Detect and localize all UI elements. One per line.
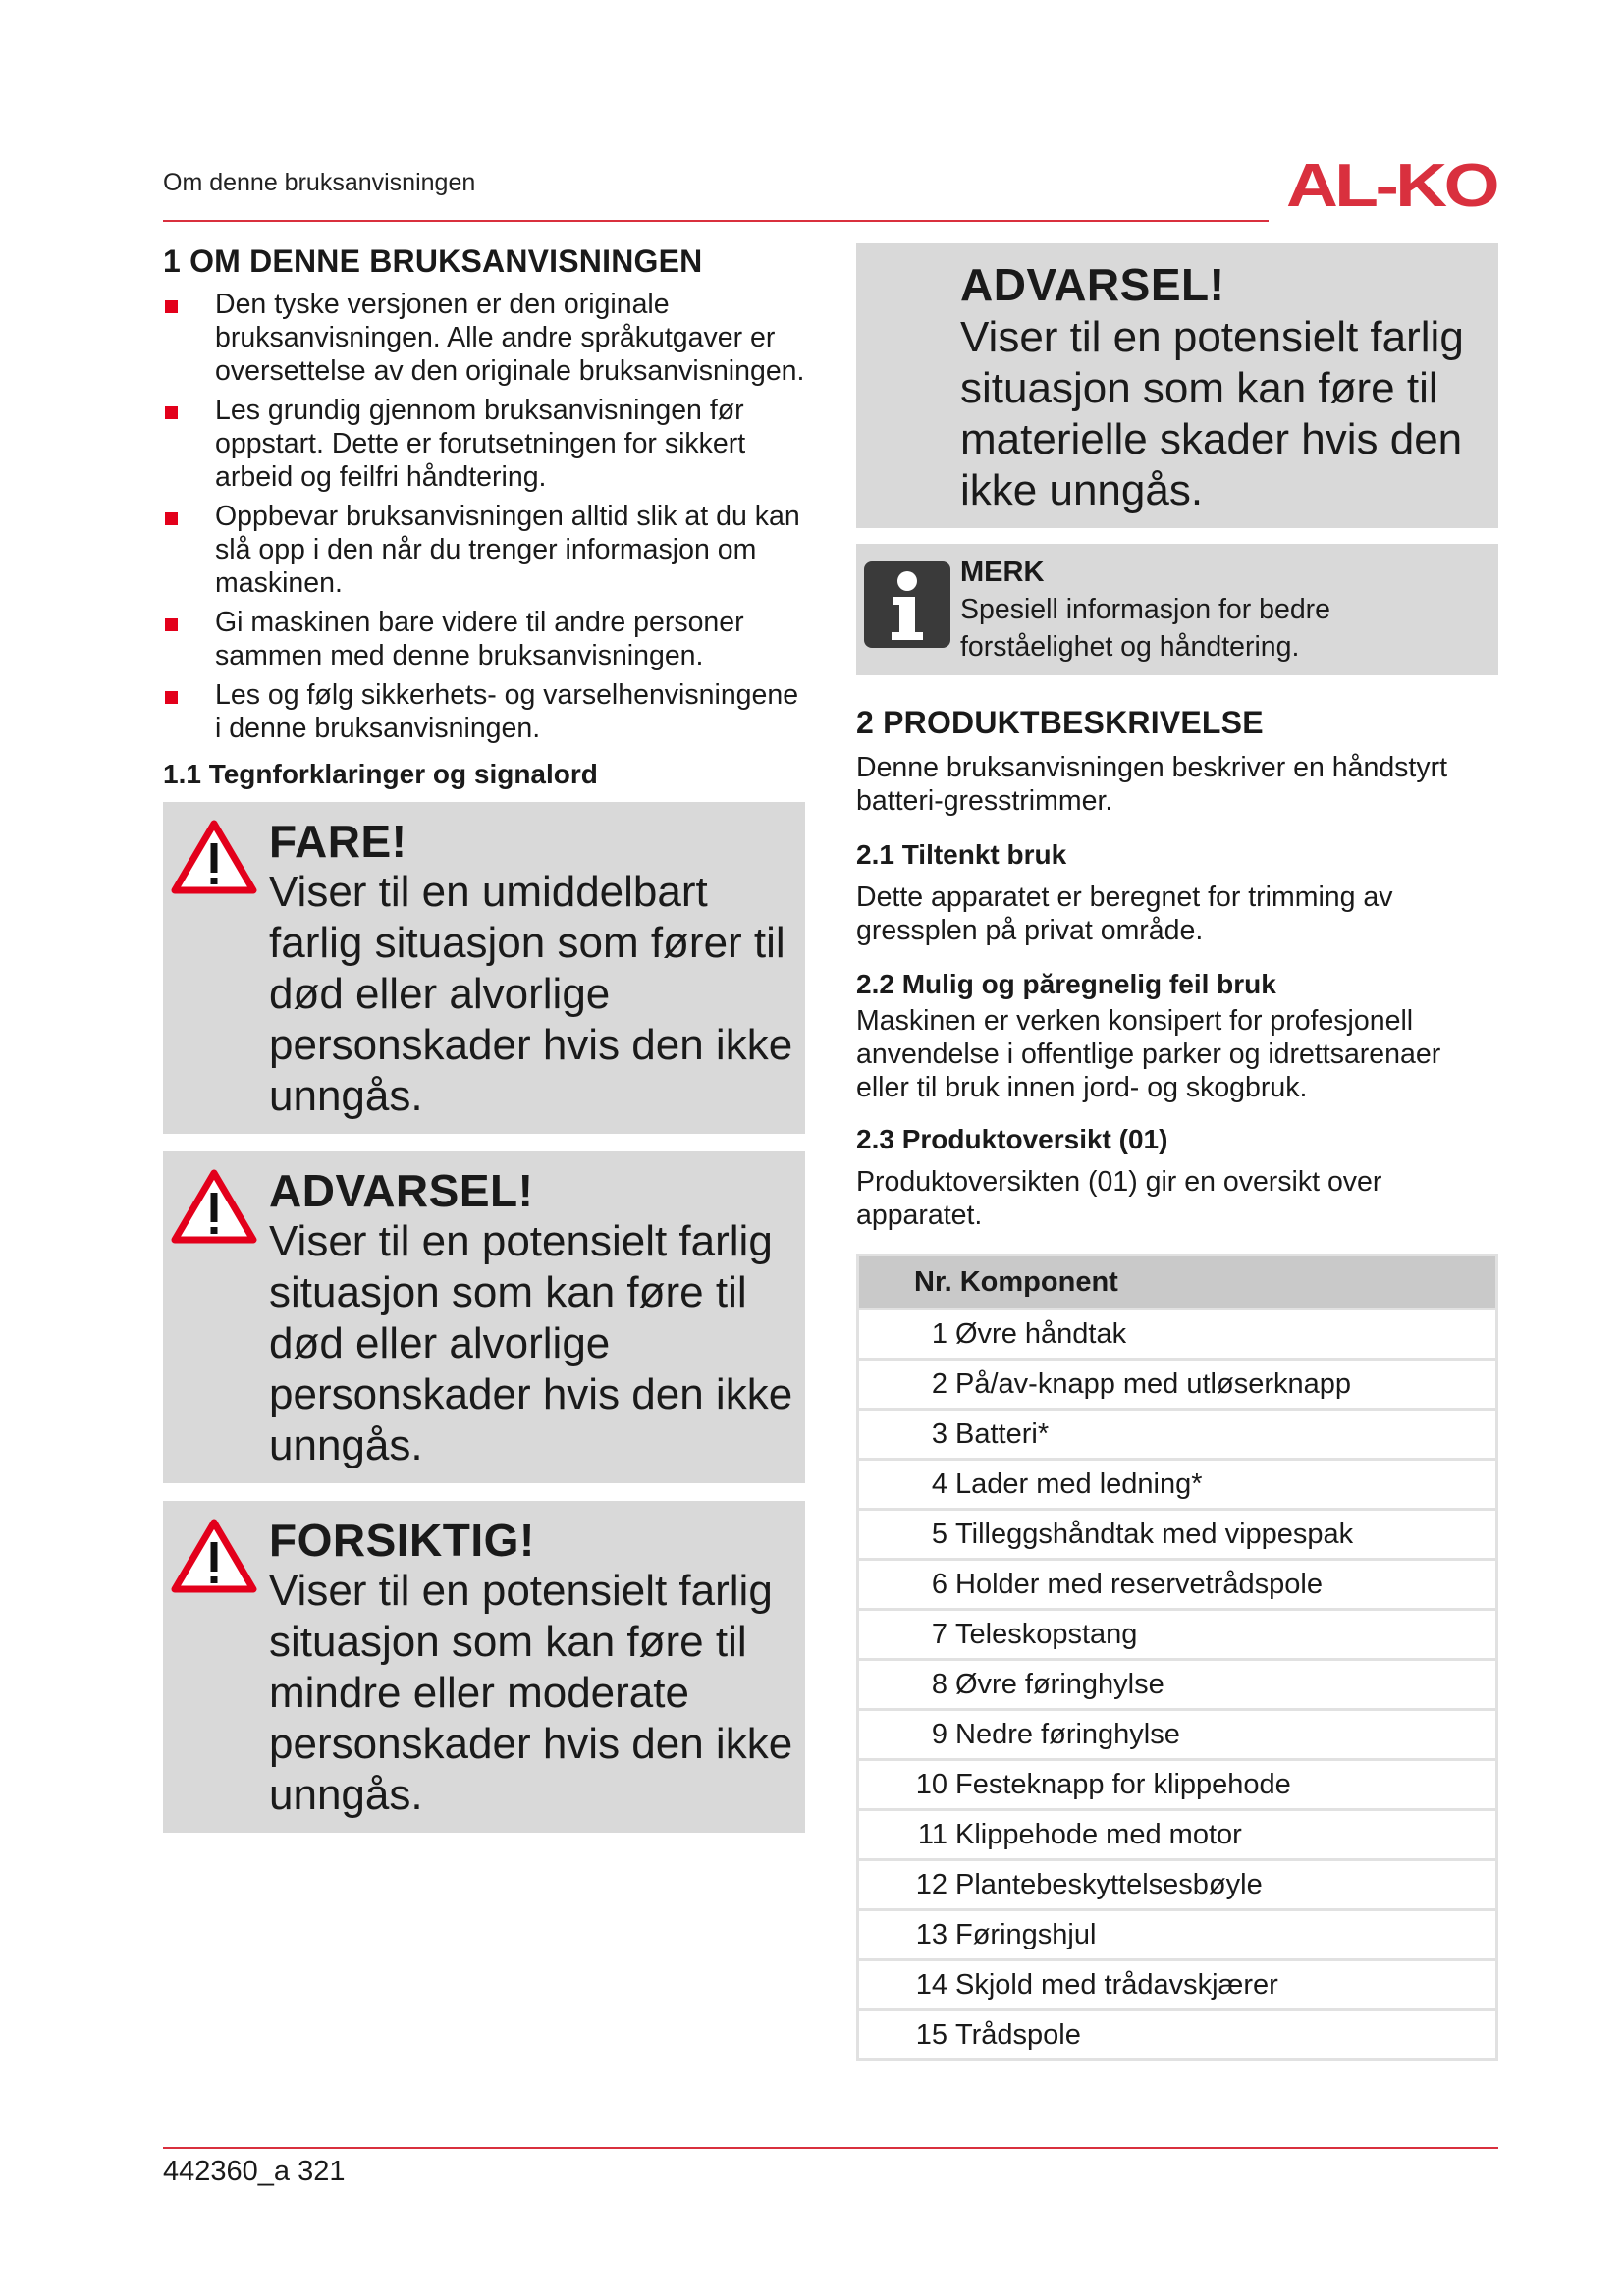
component-name: Øvre håndtak [955,1317,1127,1350]
component-number: 1 [931,1317,947,1350]
table-cell [858,1460,1497,1510]
left-column [163,243,805,1850]
table-cell [858,1610,1497,1660]
header-rule [163,220,1269,222]
table-row [858,1810,1497,1860]
list-item: Les grundig gjennom bruksanvisningen før oppstart. Dette er forutsetningen for sikkert arbeid og feilfri håndtering. [163,394,805,494]
advarsel-material-text: Viser til en potensielt farlig situasjon som kan føre til materielle skader hvis den ikke unngås. [960,313,1464,514]
forsiktig-title: FORSIKTIG! [269,1515,535,1566]
table-row [858,1360,1497,1410]
component-number: 4 [931,1468,947,1500]
component-number: 15 [915,2018,947,2051]
component-name: Skjold med trådavskjærer [955,1968,1278,2001]
advarsel-title: ADVARSEL! [269,1165,534,1216]
component-number: 5 [931,1518,947,1550]
section-2-3-title: 2.3 Produktoversikt (01) [856,1124,1168,1154]
footer-rule [163,2147,1498,2149]
table-cell [858,1710,1497,1760]
table-row [858,1860,1497,1910]
warning-triangle-icon [171,1517,257,1595]
fare-box [163,802,805,1134]
table-row [858,1560,1497,1610]
component-number: 13 [915,1918,947,1950]
section-2-2-title: 2.2 Mulig og păregnelig feil bruk [856,969,1276,999]
right-column [856,243,1498,2061]
table-row [858,1960,1497,2010]
svg-text:AL-KO: AL-KO [1286,155,1497,212]
component-name: Trådspole [955,2018,1081,2051]
merk-title: MERK [960,557,1045,588]
table-cell [858,1510,1497,1560]
table-row [858,1460,1497,1510]
component-number: 6 [931,1568,947,1600]
component-name: Plantebeskyttelsesbøyle [955,1868,1263,1900]
component-number: 12 [915,1868,947,1900]
merk-text: Spesiell informasjon for bedre forståelighet og håndtering. [960,594,1331,663]
table-cell [858,1309,1497,1360]
table-row [858,2010,1497,2060]
table-row [858,1910,1497,1960]
table-row [858,1760,1497,1810]
section-2-intro: Denne bruksanvisningen beskriver en håndstyrt batteri-gresstrimmer. [856,752,1448,817]
component-number: 10 [915,1768,947,1800]
fare-title: FARE! [269,816,407,867]
section-2-1-title: 2.1 Tiltenkt bruk [856,839,1067,870]
footer-doc-number: 442360_a 321 [163,2156,346,2187]
section-2-1-text: Dette apparatet er beregnet for trimming av gressplen på privat område. [856,881,1393,946]
table-header-row [858,1255,1497,1309]
table-row [858,1410,1497,1460]
section-1-title: 1 OM DENNE BRUKSANVISNINGEN [163,243,703,279]
table-cell [858,1760,1497,1810]
info-icon [864,561,950,648]
table-header: Nr. Komponent [858,1255,1497,1309]
bullet-square-icon [165,512,178,525]
component-name: Tilleggshåndtak med vippespak [955,1518,1354,1550]
section-2-3-text: Produktoversikten (01) gir en oversikt over apparatet. [856,1166,1382,1231]
table-row [858,1510,1497,1560]
fare-text: Viser til en umiddelbart farlig situasjon som fører til død eller alvorlige personskader hvis den ikke unngås. [269,868,793,1120]
section-1-1-title: 1.1 Tegnforklaringer og signalord [163,759,598,789]
component-name: Øvre føringhylse [955,1668,1164,1700]
table-cell [858,2010,1497,2060]
bullet-square-icon [165,300,178,313]
list-item: Oppbevar bruksanvisningen alltid slik at du kan slå opp i den når du trenger informasjon om maskinen. [163,500,805,600]
section-2-2-text: Maskinen er verken konsipert for profesjonell anvendelse i offentlige parker og idrettsarenaer eller til bruk innen jord- og skogbruk. [856,1005,1441,1103]
bullet-square-icon [165,618,178,631]
component-name: Festeknapp for klippehode [955,1768,1291,1800]
forsiktig-text: Viser til en potensielt farlig situasjon som kan føre til mindre eller moderate personskader hvis den ikke unngås. [269,1567,793,1819]
advarsel-text: Viser til en potensielt farlig situasjon som kan føre til død eller alvorlige personskader hvis den ikke unngås. [269,1217,793,1469]
bullet-square-icon [165,406,178,419]
header-label: Om denne bruksanvisningen [163,169,476,196]
advarsel-material-box [856,243,1498,528]
component-name: Klippehode med motor [955,1818,1242,1850]
list-item: Les og følg sikkerhets- og varselhenvisningene i denne bruksanvisningen. [163,678,805,745]
table-row [858,1309,1497,1360]
forsiktig-box [163,1501,805,1833]
table-cell [858,1360,1497,1410]
component-number: 3 [931,1417,947,1450]
component-name: På/av-knapp med utløserknapp [955,1367,1351,1400]
component-number: 9 [931,1718,947,1750]
component-number: 11 [917,1818,947,1850]
component-table [856,1254,1498,2061]
table-cell [858,1960,1497,2010]
component-name: Lader med ledning* [955,1468,1203,1500]
component-name: Føringshjul [955,1918,1097,1950]
table-row [858,1710,1497,1760]
component-number: 8 [931,1668,947,1700]
table-row [858,1660,1497,1710]
component-name: Nedre føringhylse [955,1718,1180,1750]
advarsel-box [163,1151,805,1483]
advarsel-material-title: ADVARSEL! [960,259,1225,310]
table-row [858,1610,1497,1660]
table-cell [858,1660,1497,1710]
table-body [858,1309,1497,2060]
section-1-bullets [163,288,805,745]
table-cell [858,1860,1497,1910]
table-cell [858,1810,1497,1860]
alko-logo [1286,155,1498,212]
list-item: Gi maskinen bare videre til andre personer sammen med denne bruksanvisningen. [163,606,805,672]
table-cell [858,1560,1497,1610]
warning-triangle-icon [171,1167,257,1246]
table-cell [858,1910,1497,1960]
component-number: 14 [915,1968,947,2001]
component-name: Teleskopstang [955,1618,1138,1650]
bullet-square-icon [165,691,178,704]
component-number: 2 [931,1367,947,1400]
warning-triangle-icon [171,818,257,896]
component-name: Holder med reservetrådspole [955,1568,1323,1600]
component-number: 7 [931,1618,947,1650]
section-2-title: 2 PRODUKTBESKRIVELSE [856,705,1264,740]
merk-box [856,544,1498,675]
table-cell [858,1410,1497,1460]
list-item: Den tyske versjonen er den originale bruksanvisningen. Alle andre språkutgaver er oversettelse av den originale bruksanvisningen. [163,288,805,388]
component-name: Batteri* [955,1417,1050,1450]
